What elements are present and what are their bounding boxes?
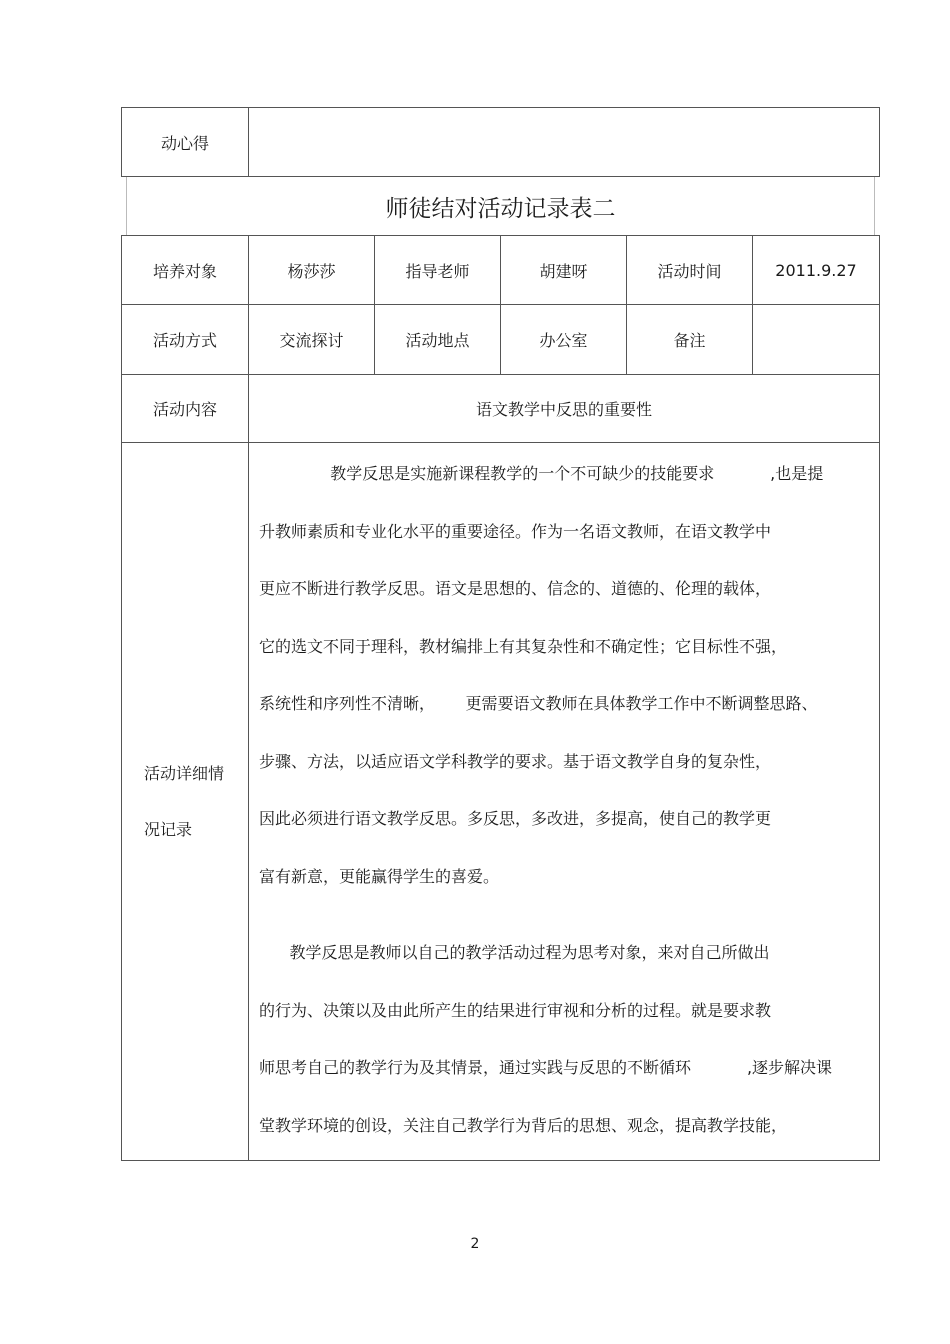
paragraph-line: 教学反思是实施新课程教学的一个不可缺少的技能要求 ,也是提 [259, 464, 824, 483]
activity-time-value: 2011.9.27 [752, 236, 879, 304]
info-row-1 [121, 236, 880, 305]
info-row-2 [121, 305, 880, 375]
detail-label-line: 况记录 [144, 819, 193, 839]
paragraph-line: 因此必须进行语文教学反思。多反思，多改进，多提高，使自己的教学更 [259, 809, 772, 828]
paragraph-line: 更应不断进行教学反思。语文是思想的、信念的、道德的、伦理的载体， [259, 579, 772, 598]
paragraph-line: 富有新意，更能赢得学生的喜爱。 [259, 866, 500, 886]
paragraph-line: 系统性和序列性不清晰， 更需要语文教师在具体教学工作中不断调整思路、 [259, 694, 818, 713]
activity-content-label: 活动内容 [152, 400, 217, 419]
paragraph-gap [259, 921, 869, 940]
trainee-label: 培养对象 [152, 261, 217, 281]
activity-mode-value: 交流探讨 [248, 305, 374, 374]
activity-time-label: 活动时间 [626, 236, 752, 304]
paragraph-line: 教学反思是教师以自己的教学活动过程为思考对象，来对自己所做出 [259, 943, 770, 962]
paragraph-line: 升教师素质和专业化水平的重要途径。作为一名语文教师，在语文教学中 [259, 521, 772, 541]
paragraph-line: 步骤、方法，以适应语文学科教学的要求。基于语文教学自身的复杂性， [259, 751, 772, 771]
paragraph-line: 的行为、决策以及由此所产生的结果进行审视和分析的过程。就是要求教 [259, 1000, 772, 1020]
content-row [121, 375, 880, 443]
detail-row [121, 443, 880, 1161]
reflection-label: 动心得 [160, 133, 209, 153]
paragraph-line: 师思考自己的教学行为及其情景，通过实践与反思的不断循环 ,逐步解决课 [259, 1058, 833, 1077]
remarks-value [752, 305, 879, 374]
title-band [121, 177, 880, 236]
activity-mode-label: 活动方式 [152, 331, 217, 350]
detail-text [248, 443, 879, 1160]
activity-location-label: 活动地点 [374, 305, 500, 374]
table-title: 师徒结对活动记录表二 [126, 177, 875, 235]
remarks-label: 备注 [626, 305, 752, 374]
paragraph-line: 它的选文不同于理科，教材编排上有其复杂性和不确定性；它目标性不强， [259, 636, 788, 656]
detail-label [122, 443, 248, 1160]
mentor-label: 指导老师 [374, 236, 500, 304]
mentor-value: 胡建呀 [500, 236, 626, 304]
reflection-value [248, 108, 879, 176]
record-table [121, 107, 880, 1161]
activity-content-value: 语文教学中反思的重要性 [248, 375, 879, 442]
page-number: 2 [470, 1236, 480, 1252]
activity-location-value: 办公室 [500, 305, 626, 374]
paragraph-line: 堂教学环境的创设，关注自己教学行为背后的思想、观念，提高教学技能， [259, 1115, 788, 1135]
detail-label-line: 活动详细情 [144, 763, 225, 783]
trainee-value: 杨莎莎 [248, 236, 374, 304]
reflection-row [121, 107, 880, 177]
